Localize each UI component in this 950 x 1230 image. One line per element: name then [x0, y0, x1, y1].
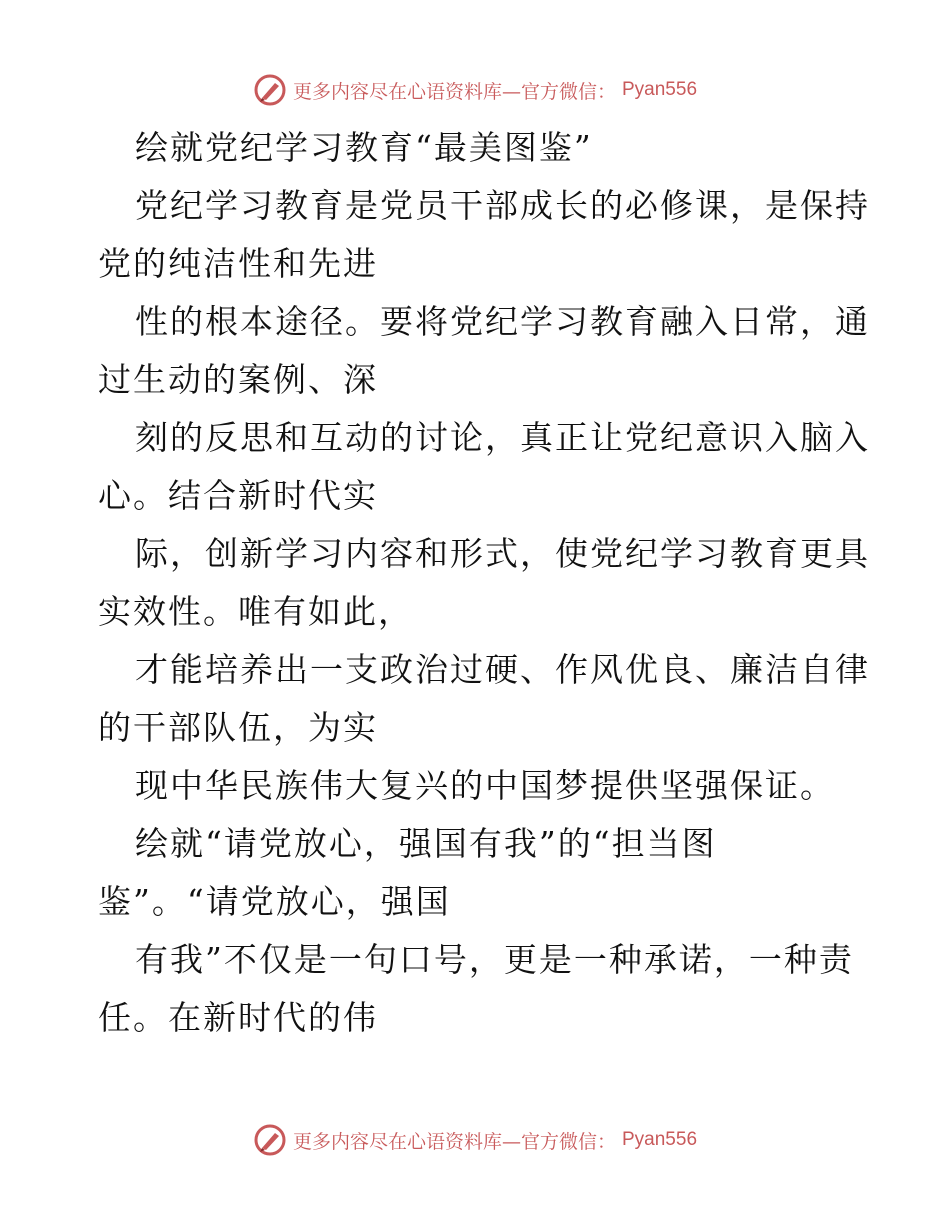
text-line: 有我”不仅是一句口号，更是一种承诺，一种责 [135, 940, 854, 979]
watermark-wechat-id: Pyan556 [622, 79, 698, 100]
watermark-text: 更多内容尽在心语资料库—官方微信： [292, 80, 616, 103]
text-line: 过生动的案例、深 [98, 360, 378, 399]
pen-logo-icon [253, 1123, 287, 1157]
text-line: 党的纯洁性和先进 [98, 244, 378, 283]
text-line: 际，创新学习内容和形式，使党纪学习教育更具 [135, 534, 870, 573]
text-line: 性的根本途径。要将党纪学习教育融入日常，通 [135, 302, 870, 341]
text-line: 刻的反思和互动的讨论，真正让党纪意识入脑入 [135, 418, 870, 457]
text-line: 任。在新时代的伟 [98, 998, 378, 1037]
text-line: 现中华民族伟大复兴的中国梦提供坚强保证。 [135, 766, 835, 805]
watermark-wechat-id: Pyan556 [622, 1129, 698, 1150]
footer-watermark [0, 1120, 950, 1160]
text-line: 鉴”。“请党放心，强国 [98, 882, 451, 921]
text-line: 实效性。唯有如此， [98, 592, 413, 631]
text-line: 心。结合新时代实 [98, 476, 378, 515]
text-line: 党纪学习教育是党员干部成长的必修课，是保持 [135, 186, 870, 225]
text-line: 的干部队伍，为实 [98, 708, 378, 747]
heading-line: 绘就“请党放心，强国有我”的“担当图 [135, 824, 717, 863]
heading-line: 绘就党纪学习教育“最美图鉴” [135, 128, 593, 167]
text-line: 才能培养出一支政治过硬、作风优良、廉洁自律 [135, 650, 870, 689]
watermark-text: 更多内容尽在心语资料库—官方微信： [292, 1130, 616, 1153]
